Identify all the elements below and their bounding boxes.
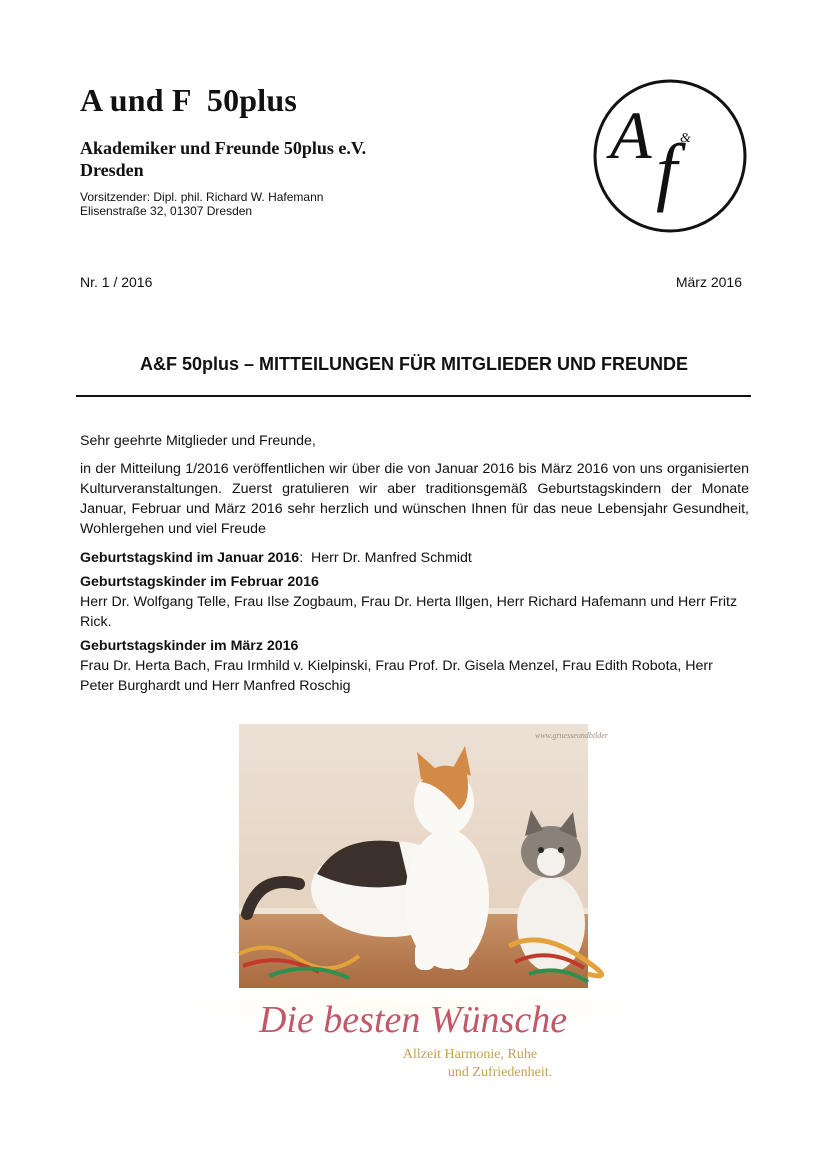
birthday-january: Geburtstagskind im Januar 2016: Herr Dr. Manfred Schmidt xyxy=(80,550,472,566)
intro-paragraph: in der Mitteilung 1/2016 veröffentlichen wir über die von Januar 2016 bis März 2016 von uns organisierten Kulturveranstaltungen. Zuerst gratulieren wir aber traditionsgemäß Geburtstagskindern der Monate Januar, Februar und März 2016 sehr herzlich und wünschen Ihnen für das neue Lebensjahr Gesundheit, Wohlergehen und viel Freude xyxy=(80,461,749,537)
newsletter-title: A und F 50plus xyxy=(80,82,298,118)
logo-ampersand: & xyxy=(680,131,691,146)
organization-city: Dresden xyxy=(80,160,144,180)
section-heading: A&F 50plus – MITTEILUNGEN FÜR MITGLIEDER UND FREUNDE xyxy=(139,354,688,374)
birthday-january-names: Herr Dr. Manfred Schmidt xyxy=(311,550,472,566)
greeting: Sehr geehrte Mitglieder und Freunde, xyxy=(80,433,316,449)
af-logo xyxy=(592,78,748,234)
card-greeting: Die besten Wünsche xyxy=(258,999,568,1041)
birthday-january-label: Geburtstagskind im Januar 2016 xyxy=(80,550,300,566)
cats-photo xyxy=(239,724,608,990)
card-subtitle-line: und Zufriedenheit. xyxy=(447,1065,553,1080)
chairman-line: Vorsitzender: Dipl. phil. Richard W. Hafemann xyxy=(80,190,324,204)
organization-name xyxy=(80,137,366,181)
heading-divider xyxy=(76,395,751,397)
contact-block xyxy=(80,190,323,218)
birthday-february xyxy=(80,572,749,632)
birthday-february-label: Geburtstagskinder im Februar 2016 xyxy=(80,574,319,590)
card-subtitle-line: Allzeit Harmonie, Ruhe xyxy=(402,1047,538,1062)
birthday-march xyxy=(80,636,749,696)
address-line: Elisenstraße 32, 01307 Dresden xyxy=(80,204,253,218)
organization-name-line: Akademiker und Freunde 50plus e.V. xyxy=(80,138,367,158)
birthday-march-label: Geburtstagskinder im März 2016 xyxy=(80,638,299,654)
issue-date: März 2016 xyxy=(675,274,742,290)
birthday-march-names: Frau Dr. Herta Bach, Frau Irmhild v. Kielpinski, Frau Prof. Dr. Gisela Menzel, Frau Edith Robota, Herr Peter Burghardt und Herr Manfred Roschig xyxy=(80,658,713,694)
photo-watermark: www.gruesseundbilder xyxy=(535,731,608,740)
logo-letter-a: A xyxy=(610,97,652,173)
birthday-february-names: Herr Dr. Wolfgang Telle, Frau Ilse Zogbaum, Frau Dr. Herta Illgen, Herr Richard Hafemann und Herr Fritz Rick. xyxy=(80,594,738,630)
card-subtitle xyxy=(300,1046,640,1082)
logo-letter-f: f xyxy=(656,129,678,213)
issue-number: Nr. 1 / 2016 xyxy=(80,274,153,290)
